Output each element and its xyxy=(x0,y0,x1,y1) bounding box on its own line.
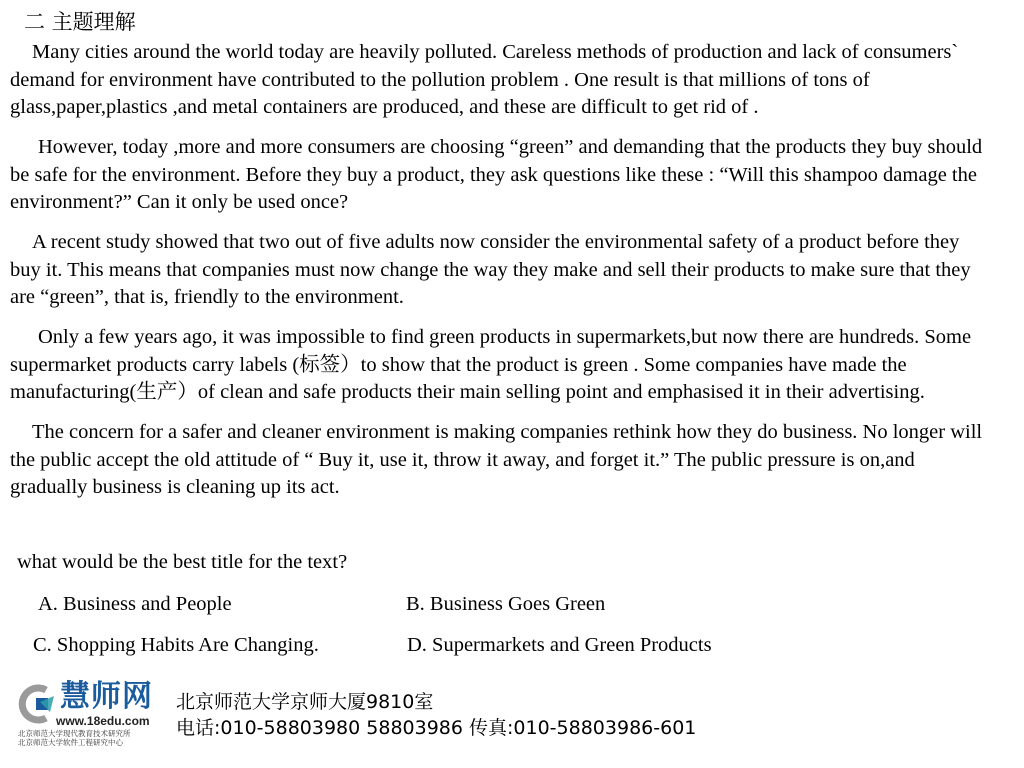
paragraph-2: However, today ,more and more consumers are choosing “green” and demanding that the products they buy should be safe for the environment. Before they buy a product, they ask questions like these : “Will this shampoo damage the environment?” Can it only be used once? xyxy=(10,136,983,213)
paragraph-5: The concern for a safer and cleaner environment is making companies rethink how they do business. No longer will the public accept the old attitude of “ Buy it, use it, throw it away, and forget it.” The public pressure is on,and gradually business is cleaning up its act. xyxy=(10,421,983,498)
logo-institute-1: 北京师范大学现代教育技术研究所 xyxy=(18,729,131,738)
logo-mark-icon xyxy=(16,684,60,724)
option-c: C. Shopping Habits Are Changing. xyxy=(33,634,319,656)
footer-phone: 电话:010-58803980 58803986 传真:010-58803986-601 xyxy=(176,717,697,739)
paragraph-1: Many cities around the world today are heavily polluted. Careless methods of production and lack of consumers` demand for environment have contributed to the pollution problem . One result is that millions of tons of glass,paper,plastics ,and metal containers are produced, and these are difficult to get rid of . xyxy=(10,41,959,118)
reading-passage xyxy=(10,39,995,514)
option-d: D. Supermarkets and Green Products xyxy=(407,634,712,656)
logo-name: 慧师网 xyxy=(60,679,153,714)
paragraph-3: A recent study showed that two out of five adults now consider the environmental safety of a product before they buy it. This means that companies must now change the way they make and sell their products to make sure that they are “green”, that is, friendly to the environment. xyxy=(10,231,971,308)
section-heading: 二 主题理解 xyxy=(24,10,136,34)
footer-address: 北京师范大学京师大厦9810室 xyxy=(176,691,434,713)
option-b: B. Business Goes Green xyxy=(406,593,606,615)
site-logo xyxy=(16,679,166,748)
logo-institute-2: 北京师范大学软件工程研究中心 xyxy=(18,738,123,747)
logo-url: www.18edu.com xyxy=(56,714,150,728)
option-a: A. Business and People xyxy=(38,593,232,615)
paragraph-4: Only a few years ago, it was impossible to find green products in supermarkets,but now there are hundreds. Some supermarket products carry labels (标签）to show that the product is green . Some companies have made the manufacturing(生产）of clean and safe products their main selling point and emphasised it in their advertising. xyxy=(10,326,972,403)
question-text: what would be the best title for the text? xyxy=(17,551,348,573)
